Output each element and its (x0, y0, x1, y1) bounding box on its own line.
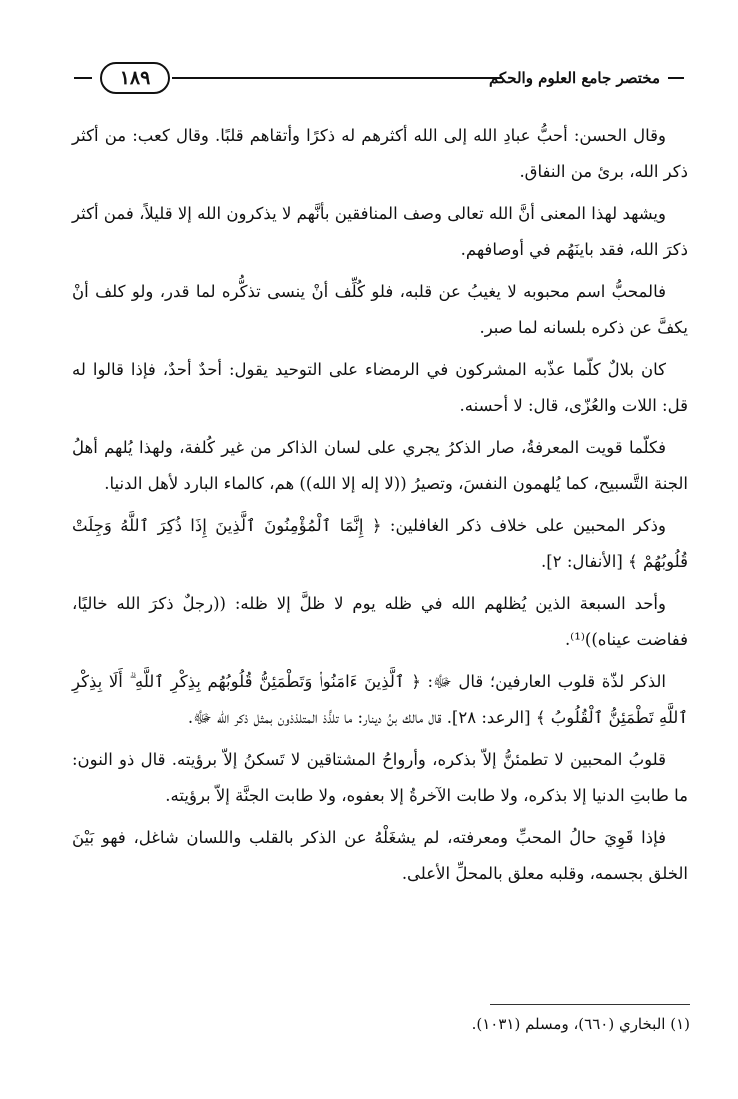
footnote-rule (490, 1004, 690, 1005)
header-dash-left (74, 77, 92, 79)
paragraph-lover: فالمحبُّ اسم محبوبه لا يغيبُ عن قلبه، فلو كُلِّف أنْ ينسى تذكُّره لما قدر، ولو كلف أنْ يكفَّ عن ذكره بلسانه لما صبر. (72, 282, 688, 337)
header-dash-right (668, 77, 684, 79)
paragraph-knowledge: فكلّما قويت المعرفةُ، صار الذكرُ يجري على لسان الذاكر من غير كُلفة، ولهذا يُلهم أهلُ الجنة التَّسبيح، كما يُلهمون النفسَ، وتصيرُ ((لا إله إلا الله)) هم، كالماء البارد لأهل الدنيا. (72, 438, 688, 493)
header-rule (172, 77, 502, 79)
paragraph-hasan-kaab: وقال الحسن: أحبُّ عبادِ الله إلى الله أكثرهم له ذكرًا وأتقاهم قلبًا. وقال كعب: من أكثر ذكر الله، برئ من النفاق. (72, 126, 688, 181)
paragraph-hypocrites: ويشهد لهذا المعنى أنَّ الله تعالى وصف المنافقين بأنَّهم لا يذكرون الله إلا قليلاً، فمن أكثر ذكرَ الله، فقد باينَهُم في أوصافهم. (72, 204, 688, 259)
body-text (72, 118, 688, 898)
page-number: ١٨٩ (100, 62, 170, 94)
running-title: مختصر جامع العلوم والحكم (489, 69, 660, 87)
paragraph-state: فإذا قَوِيَ حالُ المحبِّ ومعرفته، لم يشغَلْهُ عن الذكر بالقلب واللسان شاغل، فهو بَيْنَ الخلق بجسمه، وقلبه معلق بالمحلِّ الأعلى. (72, 828, 688, 883)
paragraph-bilal: كان بلالٌ كلّما عذّبه المشركون في الرمضاء على التوحيد يقول: أحدٌ أحدٌ، فإذا قالوا له قل: اللات والعُزّى، قال: لا أحسنه. (72, 360, 688, 415)
paragraph-hearts: قلوبُ المحبين لا تطمئنُّ إلاّ بذكره، وأرواحُ المشتاقين لا تَسكنُ إلاّ برؤيته. قال ذو النون: ما طابتِ الدنيا إلا بذكره، ولا طابت الآخرةُ إلا بعفوه، ولا طابت الجنَّة إلاّ برؤيته. (72, 750, 688, 805)
paragraph-anfal: وذكر المحبين على خلاف ذكر الغافلين: ﴿ إِنَّمَا ٱلْمُؤْمِنُونَ ٱلَّذِينَ إِذَا ذُكِرَ ٱللَّهُ وَجِلَتْ قُلُوبُهُمْ ﴾ [الأنفال: ٢]. (72, 516, 688, 571)
paragraph-raad: الذكر لذّة قلوب العارفين؛ قال ﷻ: ﴿ ٱلَّذِينَ ءَامَنُوا۟ وَتَطْمَئِنُّ قُلُوبُهُم بِذِكْرِ ٱللَّهِ ۗ أَلَا بِذِكْرِ ٱللَّهِ تَطْمَئِنُّ ٱلْقُلُوبُ ﴾ [الرعد: ٢٨]. قال مالك بنُ دينار: ما تلذَّذ المتلذذون بمثل ذكر الله ﷻ. (72, 672, 688, 727)
page-header (70, 58, 688, 98)
footnote: (١) البخاري (٦٦٠)، ومسلم (١٠٣١). (471, 1015, 690, 1033)
paragraph-seven: وأحد السبعة الذين يُظلهم الله في ظله يوم لا ظلَّ إلا ظله: ((رجلٌ ذكرَ الله خاليًا، ففاضت عيناه))⁽¹⁾. (72, 594, 688, 649)
